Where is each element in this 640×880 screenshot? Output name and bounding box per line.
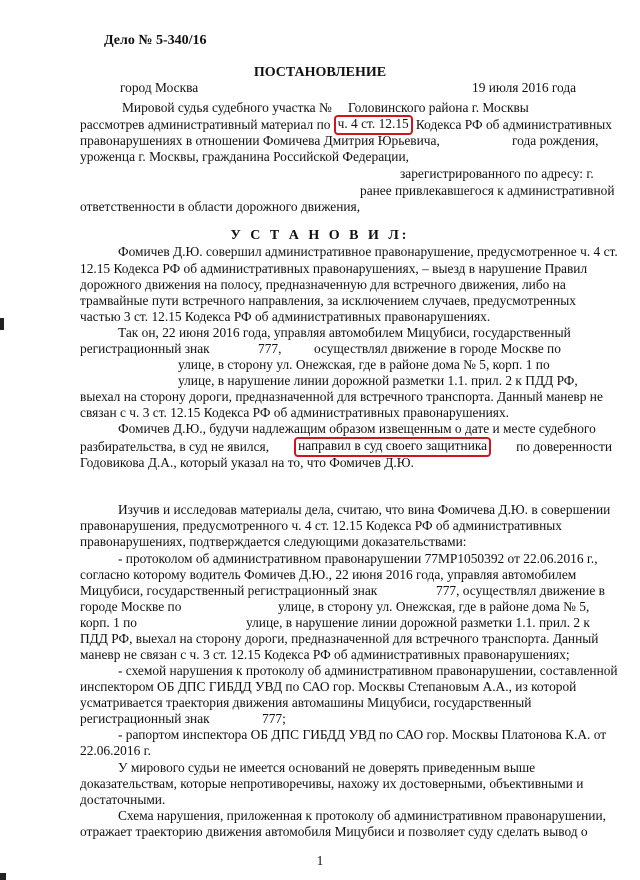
paragraph-line: достаточными. [80,792,166,807]
paragraph-line: частью 3 ст. 12.15 Кодекса РФ об административных правонарушениях. [80,309,491,324]
paragraph-line: 777, [258,341,282,356]
section-heading: У С Т А Н О В И Л: [230,228,410,243]
document-date: 19 июля 2016 года [472,80,577,95]
scan-edge-mark [0,873,6,880]
paragraph-line: Годовикова Д.А., который указал на то, что Фомичев Д.Ю. [80,455,414,470]
paragraph-line: выехал на сторону дороги, предназначенной для встречного транспорта. Данный маневр не [80,389,603,404]
intro-text: рассмотрев административный материал по [80,117,331,132]
paragraph-line: связан с ч. 3 ст. 12.15 Кодекса РФ об административных правонарушениях. [80,405,509,420]
paragraph-line: отражает траекторию движения автомобиля Мицубиси и позволяет суду сделать вывод о [80,824,588,839]
paragraph-line: Фомичев Д.Ю. совершил административное правонарушение, предусмотренное ч. 4 ст. [118,244,618,259]
page-number: 1 [316,853,324,868]
paragraph-line-highlight [80,439,612,455]
evidence-line: усматривается траектория движения автомашины Мицубиси, государственный [80,695,532,710]
intro-text: Кодекса РФ об административных [415,117,612,132]
intro-line: уроженца г. Москвы, гражданина Российской Федерации, [80,149,409,164]
paragraph-line: регистрационный знак [80,341,210,356]
evidence-line: - схемой нарушения к протоколу об административном правонарушении, составленной [118,663,618,678]
paragraph-line: правонарушениях, подтверждается следующими доказательствами: [80,534,467,549]
evidence-line: инспектором ОБ ДПС ГИБДД УВД по САО гор. Москвы Степановым А.А., из которой [80,679,577,694]
evidence-line: - рапортом инспектора ОБ ДПС ГИБДД УВД по САО гор. Москвы Платонова К.А. от [118,727,607,742]
paragraph-text: по доверенности [516,439,612,454]
paragraph-line: Схема нарушения, приложенная к протоколу об административном правонарушении, [118,808,606,823]
intro-line: правонарушениях в отношении Фомичева Дмитрия Юрьевича, [80,133,440,148]
paragraph-line: Так он, 22 июня 2016 года, управляя автомобилем Мицубиси, государственный [118,325,571,340]
intro-line: года рождения, [512,133,599,148]
evidence-line: 777, осуществлял движение в [436,583,605,598]
paragraph-line: трамвайные пути встречного направления, за исключением случаев, предусмотренных [80,293,576,308]
evidence-line: Мицубиси, государственный регистрационный знак [80,583,378,598]
paragraph-line: осуществлял движение в городе Москве по [314,341,561,356]
paragraph-line: 12.15 Кодекса РФ об административных правонарушениях, – выезд в нарушение Правил [80,261,588,276]
evidence-line: согласно которому водитель Фомичев Д.Ю., 22 июня 2016 года, управляя автомобилем [80,567,577,582]
paragraph-line: доказательствам, которые непротиворечивы, нахожу их достоверными, объективными и [80,776,584,791]
document-title: ПОСТАНОВЛЕНИЕ [253,65,387,80]
city: город Москва [120,80,199,95]
evidence-line: регистрационный знак [80,711,210,726]
evidence-line: 777; [262,711,286,726]
paragraph-text: разбирательства, в суд не явился, [80,439,270,454]
paragraph-line: дорожного движения на полосу, предназначенную для встречного движения, либо на [80,277,566,292]
article-highlight: ч. 4 ст. 12.15 [334,115,413,135]
defender-highlight: направил в суд своего защитника [294,437,491,457]
intro-line: ответственности в области дорожного движения, [80,199,361,214]
evidence-line: маневр не связан с ч. 3 ст. 12.15 Кодекса РФ об административных правонарушениях; [80,647,570,662]
intro-line: зарегистрированного по адресу: г. [400,166,594,181]
evidence-line: 22.06.2016 г. [80,743,151,758]
paragraph-line: улице, в сторону ул. Онежская, где в районе дома № 5, корп. 1 по [178,357,550,372]
case-number: Дело № 5-340/16 [104,33,207,48]
evidence-line: улице, в сторону ул. Онежская, где в районе дома № 5, [278,599,590,614]
evidence-line: городе Москве по [80,599,182,614]
intro-line: Головинского района г. Москвы [348,100,529,115]
paragraph-line: Фомичев Д.Ю., будучи надлежащим образом извещенным о дате и месте судебного [118,421,596,436]
intro-line-highlight [80,117,612,133]
evidence-line: улице, в нарушение линии дорожной разметки 1.1. прил. 2 к [246,615,590,630]
paragraph-line: Изучив и исследовав материалы дела, считаю, что вина Фомичева Д.Ю. в совершении [118,502,611,517]
paragraph-line: У мирового судьи не имеется оснований не доверять приведенным выше [118,760,536,775]
intro-line: ранее привлекавшегося к административной [360,183,615,198]
evidence-line: ПДД РФ, выехал на сторону дороги, предназначенной для встречного транспорта. Данный [80,631,599,646]
intro-line: Мировой судья судебного участка № [122,100,332,115]
scan-edge-mark [0,318,4,330]
paragraph-line: улице, в нарушение линии дорожной разметки 1.1. прил. 2 к ПДД РФ, [178,373,578,388]
evidence-line: корп. 1 по [80,615,137,630]
evidence-line: - протоколом об административном правонарушении 77МР1050392 от 22.06.2016 г., [118,551,598,566]
paragraph-line: правонарушения, предусмотренного ч. 4 ст. 12.15 Кодекса РФ об административных [80,518,562,533]
